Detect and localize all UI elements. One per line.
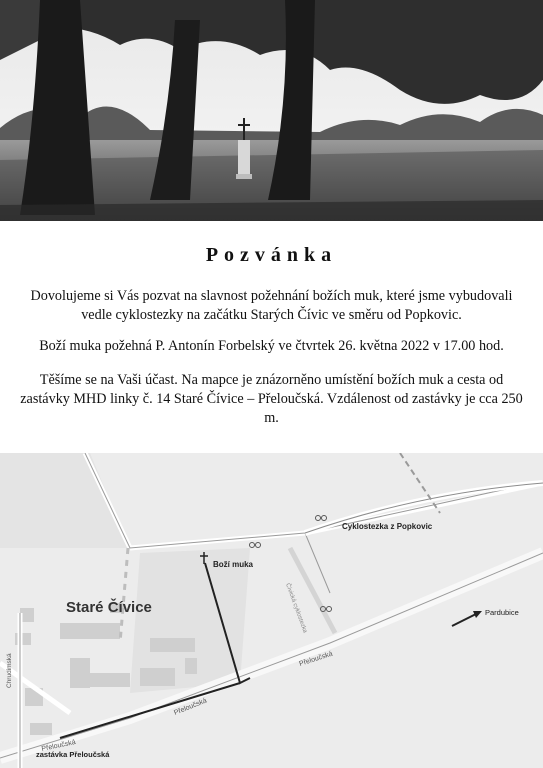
shrine-photo-drawing xyxy=(0,0,543,221)
stop-label: zastávka Přeloučská xyxy=(36,750,110,759)
village-label: Staré Čívice xyxy=(66,599,152,616)
invitation-paragraph-1: Dovolujeme si Vás pozvat na slavnost požehnání božích muk, které jsme vybudovali vedle cyklostezky na začátku Starých Čívic ve směru od Popkovic. xyxy=(30,288,513,323)
road-label-2: Přeloučská xyxy=(173,697,208,717)
shrine-photo xyxy=(0,0,543,221)
road-label-1: Přeloučská xyxy=(298,650,334,668)
map-drawing xyxy=(0,453,543,768)
location-map xyxy=(0,453,543,768)
invitation-title: Pozvánka xyxy=(205,244,338,266)
road-label-3: Přeloučská xyxy=(40,738,77,753)
invitation-paragraph-2: Boží muka požehná P. Antonín Forbelský ve čtvrtek 26. května 2022 v 17.00 hod. xyxy=(39,338,504,354)
cycle-path-label: Cyklostezka z Popkovic xyxy=(342,522,433,531)
invitation-paragraph-3: Těšíme se na Vaši účast. Na mapce je znázorněno umístění božích muk a cesta od zastávky MHD linky č. 14 Staré Čívice – Přeloučská. Vzdálenost od zastávky je cca 250 m. xyxy=(20,372,523,426)
street-label-diagonal: Čívická cyklostezka xyxy=(284,582,308,634)
pardubice-label: Pardubice xyxy=(485,608,519,617)
street-label-left: Chrudimská xyxy=(6,653,13,688)
shrine-label: Boží muka xyxy=(213,560,254,569)
